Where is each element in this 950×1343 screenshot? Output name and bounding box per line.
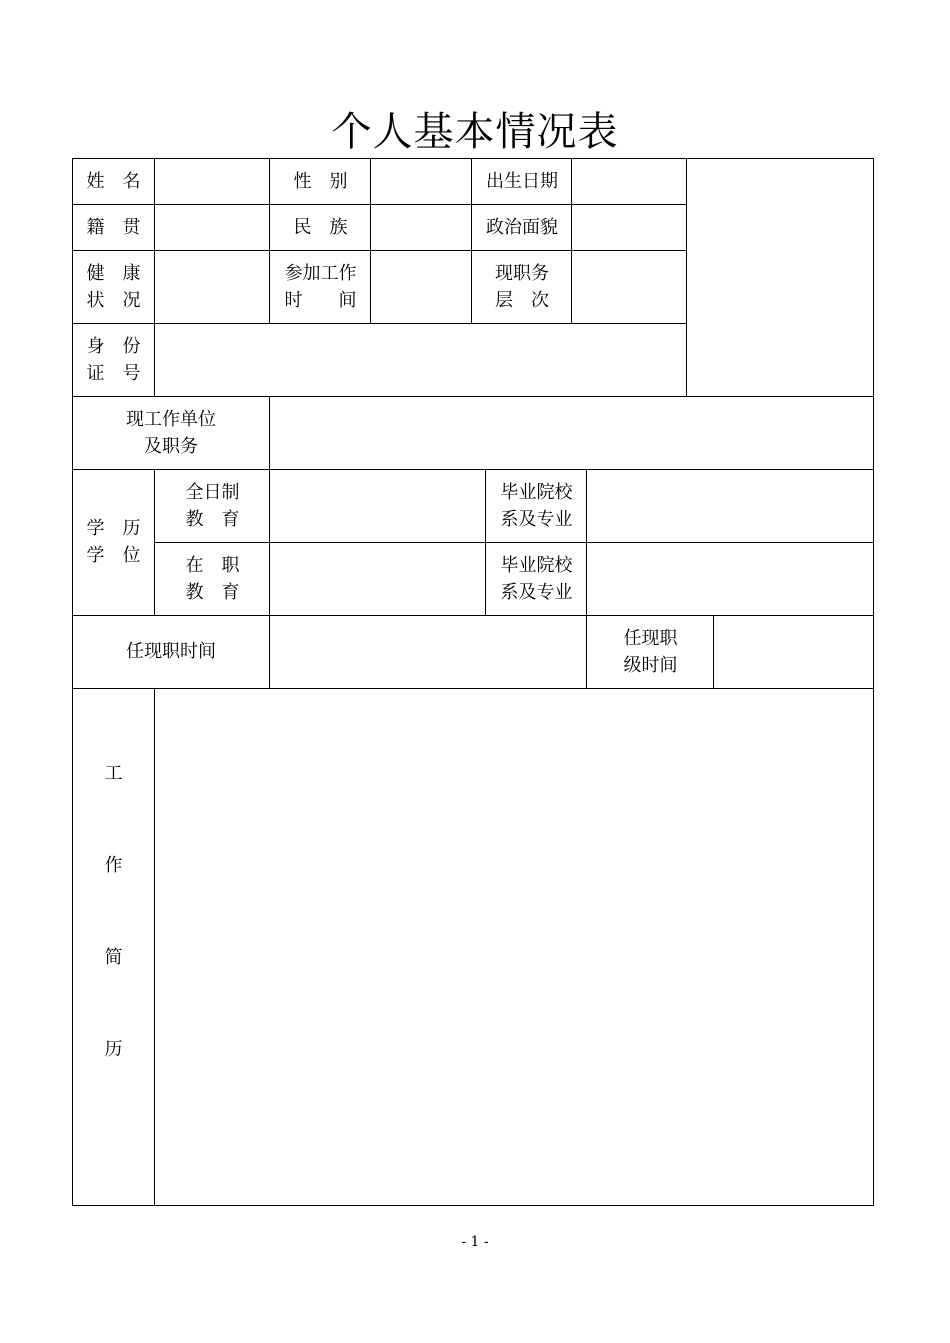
label-health — [72, 250, 155, 323]
label-rank-time — [587, 615, 714, 688]
personal-info-form — [72, 158, 874, 1206]
label-rank-time-line2: 级时间 — [623, 654, 678, 676]
label-education — [72, 469, 155, 615]
label-birth-date — [472, 158, 572, 205]
label-id-line2: 证 号 — [86, 362, 141, 384]
label-work-unit — [72, 396, 270, 469]
page-number: - 1 - — [461, 1234, 489, 1250]
level-field[interactable] — [572, 251, 686, 323]
label-gender — [270, 158, 371, 205]
border-bottom — [72, 1205, 874, 1206]
label-school-line2: 系及专业 — [500, 508, 573, 530]
health-field[interactable] — [155, 251, 269, 323]
native-place-field[interactable] — [155, 205, 269, 250]
label-level-line1: 现职务 — [495, 262, 549, 284]
label-school2-line1: 毕业院校 — [500, 554, 573, 576]
label-gender-text: 性 别 — [293, 171, 348, 192]
label-inservice-school — [486, 542, 587, 615]
ethnicity-field[interactable] — [371, 205, 471, 250]
label-rank-time-line1: 任现职 — [623, 627, 678, 649]
label-name — [72, 158, 155, 205]
name-field[interactable] — [155, 159, 269, 204]
label-work-start — [270, 250, 371, 323]
resume-char: 工 — [104, 763, 123, 784]
resume-char: 作 — [104, 855, 123, 876]
label-political-status-text: 政治面貌 — [486, 217, 558, 238]
label-inservice-line2: 教 育 — [185, 581, 240, 603]
label-level — [472, 250, 572, 323]
photo-field[interactable] — [687, 159, 873, 396]
label-position-time-text: 任现职时间 — [126, 641, 216, 662]
label-school2-line2: 系及专业 — [500, 581, 573, 603]
label-level-line2: 层 次 — [495, 289, 549, 311]
label-fulltime-line1: 全日制 — [185, 481, 240, 503]
label-work-resume — [72, 688, 155, 1205]
label-fulltime — [155, 469, 270, 542]
label-education-line1: 学 历 — [86, 518, 141, 539]
label-id-number — [72, 323, 155, 396]
label-unit-line1: 现工作单位 — [126, 408, 216, 430]
label-inservice — [155, 542, 270, 615]
label-ethnicity-text: 民 族 — [293, 217, 348, 238]
work-resume-field[interactable] — [155, 689, 873, 1205]
label-unit-line2: 及职务 — [144, 435, 198, 457]
fulltime-school-field[interactable] — [587, 470, 873, 542]
fulltime-education-field[interactable] — [270, 470, 485, 542]
label-health-line2: 状 况 — [86, 289, 141, 311]
label-health-line1: 健 康 — [86, 262, 141, 284]
id-number-field[interactable] — [155, 324, 686, 396]
label-native-place — [72, 204, 155, 251]
label-school-line1: 毕业院校 — [500, 481, 573, 503]
label-work-start-line1: 参加工作 — [284, 262, 357, 284]
resume-char: 简 — [104, 947, 123, 968]
political-status-field[interactable] — [572, 205, 686, 250]
label-id-line1: 身 份 — [86, 335, 141, 357]
label-ethnicity — [270, 204, 371, 251]
label-education-line2: 学 位 — [86, 545, 141, 566]
resume-char: 历 — [104, 1039, 123, 1060]
birth-date-field[interactable] — [572, 159, 686, 204]
label-native-place-text: 籍 贯 — [86, 217, 141, 238]
label-birth-date-text: 出生日期 — [486, 171, 558, 192]
inservice-education-field[interactable] — [270, 543, 485, 615]
position-time-field[interactable] — [270, 616, 586, 688]
work-start-field[interactable] — [371, 251, 471, 323]
label-political-status — [472, 204, 572, 251]
inservice-school-field[interactable] — [587, 543, 873, 615]
gender-field[interactable] — [371, 159, 471, 204]
work-unit-field[interactable] — [270, 397, 873, 469]
form-title: 个人基本情况表 — [331, 109, 619, 155]
border-right — [873, 158, 874, 1206]
rank-time-field[interactable] — [714, 616, 873, 688]
label-inservice-line1: 在 职 — [185, 554, 240, 576]
label-position-time — [72, 615, 270, 688]
label-name-text: 姓 名 — [86, 171, 141, 192]
label-fulltime-line2: 教 育 — [185, 508, 240, 530]
label-fulltime-school — [486, 469, 587, 542]
label-work-start-line2: 时 间 — [284, 289, 357, 311]
